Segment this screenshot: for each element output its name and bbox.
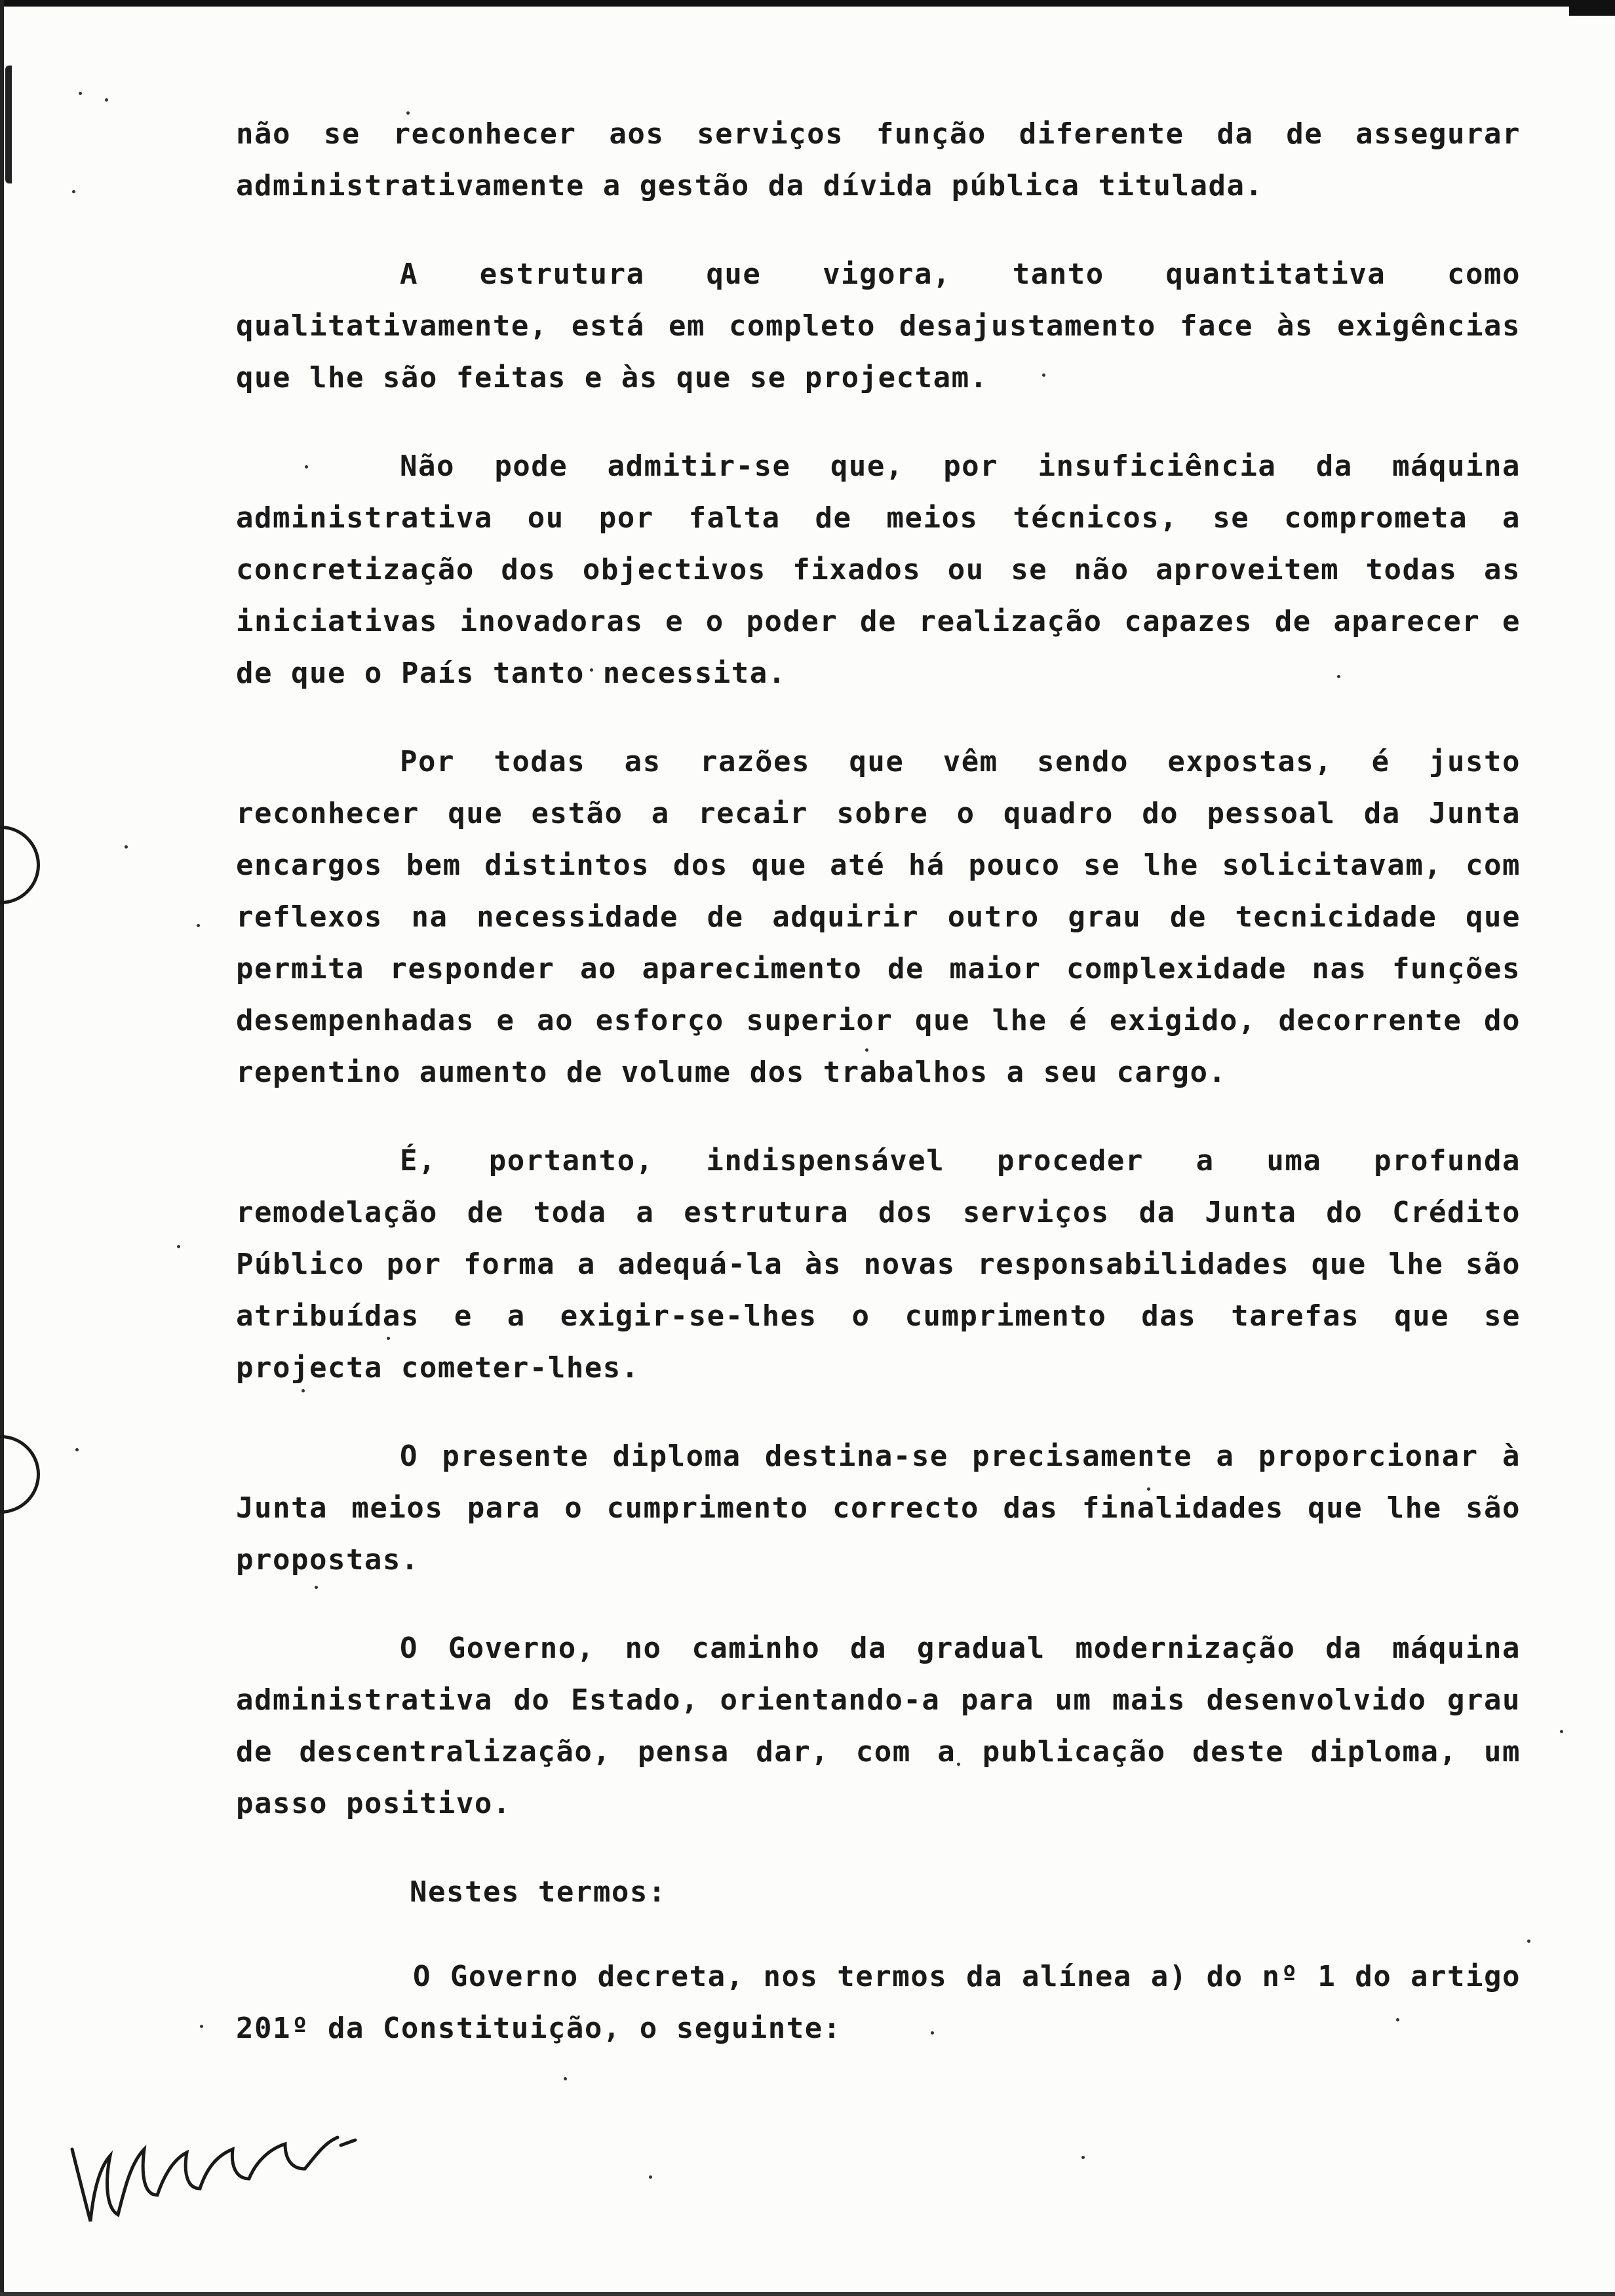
document-body [236,108,1521,2091]
scan-speck [1527,1940,1530,1943]
paragraph-5: É, portanto, indispensável proceder a uma profunda remodelação de toda a estrutura dos serviços da Junta do Crédito Público por forma a adequá-la às novas responsabilidades que lhe são atribuídas e a exigir-se-lhes o cumprimento das tarefas que se projecta cometer-lhes. [236,1144,1521,1385]
scan-speck [177,1245,180,1248]
scan-speck [79,92,82,95]
paragraph-nestes-termos: Nestes termos: [410,1875,667,1909]
scan-speck [72,190,75,193]
paragraph-decree: O Governo decreta, nos termos da alínea a) do nº 1 do artigo 201º da Constituição, o seguinte: [236,1960,1521,2045]
paragraph-3: Não pode admitir-se que, por insuficiência da máquina administrativa ou por falta de meios técnicos, se comprometa a concretização dos objectivos fixados ou se não aproveitem todas as iniciativas inovadoras e o poder de realização capazes de aparecer e de que o País tanto necessita. [236,450,1521,690]
punch-hole-upper [0,826,40,904]
binder-mark [5,66,30,183]
paragraph-1: não se reconhecer aos serviços função diferente da de assegurar administrativamente a gestão da dívida pública titulada. [236,117,1521,202]
punch-hole-lower [0,1435,40,1514]
scan-speck [1081,2156,1085,2159]
scan-speck [200,2025,203,2028]
handwritten-signature [59,2097,360,2241]
paragraph-4: Por todas as razões que vêm sendo expostas, é justo reconhecer que estão a recair sobre o quadro do pessoal da Junta encargos bem distintos dos que até há pouco se lhe solicitavam, com reflexos na necessidade de adquirir outro grau de tecnicidade que permita responder ao aparecimento de maior complexidade nas funções desempenhadas e ao esforço superior que lhe é exigido, decorrente do repentino aumento de volume dos trabalhos a seu cargo. [236,745,1521,1089]
paragraph-2: A estrutura que vigora, tanto quantitativa como qualitativamente, está em completo desajustamento face às exigências que lhe são feitas e às que se projectam. [236,258,1521,394]
scan-speck [125,845,128,849]
paragraph-7: O Governo, no caminho da gradual modernização da máquina administrativa do Estado, orientando-a para um mais desenvolvido grau de descentralização, pensa dar, com a publicação deste diploma, um passo positivo. [236,1632,1521,1820]
scan-edge-bottom [0,2292,1615,2296]
scan-speck [649,2175,652,2179]
scan-speck [1560,1730,1563,1733]
paragraph-6: O presente diploma destina-se precisamente a proporcionar à Junta meios para o cumprimento correcto das finalidades que lhe são propostas. [236,1440,1521,1577]
scan-speck [105,98,108,102]
scan-speck [75,1448,79,1451]
scan-edge-top [0,0,1615,7]
scan-edge-left [0,0,4,2296]
scan-speck [197,924,200,927]
scan-edge-corner [1569,0,1615,16]
